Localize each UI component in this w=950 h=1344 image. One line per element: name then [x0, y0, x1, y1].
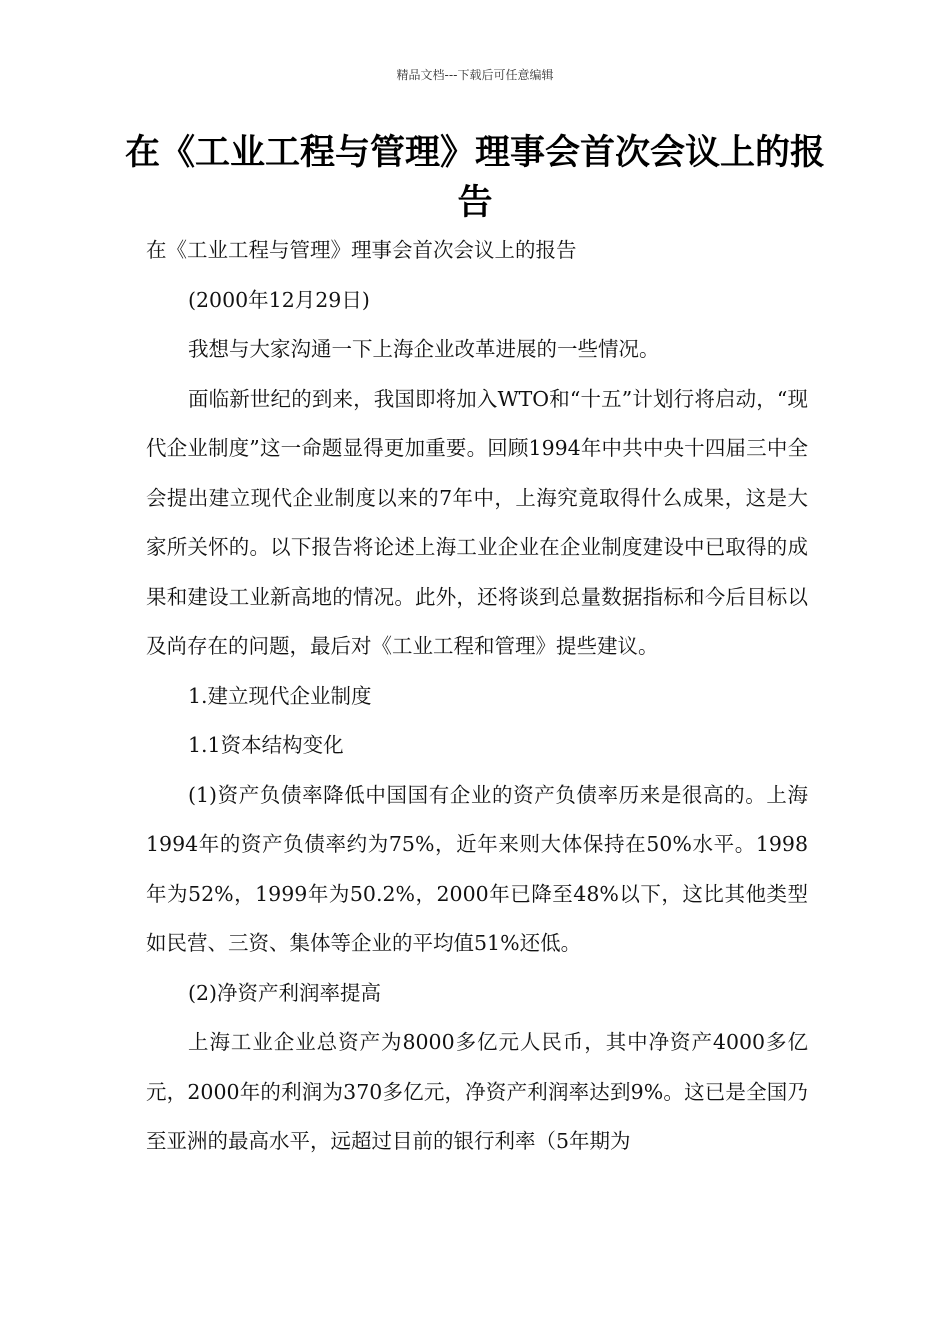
paragraph-profit: 上海工业企业总资产为8000多亿元人民币，其中净资产4000多亿元，2000年的利润为370多亿元，净资产利润率达到9%。这已是全国乃至亚洲的最高水平，远超过目前的银行利率（5年期为	[146, 1030, 808, 1153]
document-title: 在《工业工程与管理》理事会首次会议上的报告	[124, 133, 825, 223]
paragraph-background: 面临新世纪的到来，我国即将加入WTO和“十五”计划行将启动，“现代企业制度”这一命题显得更加重要。回顾1994年中共中央十四届三中全会提出建立现代企业制度以来的7年中，上海究竟取得什么成果，这是大家所关怀的。以下报告将论述上海工业企业在企业制度建设中已取得的成果和建设工业新高地的情况。此外，还将谈到总量数据指标和今后目标以及尚存在的问题，最后对《工业工程和管理》提些建议。	[146, 386, 808, 658]
section-heading-1: 1.建立现代企业制度	[188, 683, 372, 708]
section-heading-profit: (2)净资产利润率提高	[188, 980, 382, 1005]
paragraph-intro: 我想与大家沟通一下上海企业改革进展的一些情况。	[188, 337, 660, 361]
document-date: (2000年12月29日)	[188, 287, 370, 312]
document-subtitle: 在《工业工程与管理》理事会首次会议上的报告	[146, 238, 577, 262]
paragraph-debt-ratio: (1)资产负债率降低中国国有企业的资产负债率历来是很高的。上海1994年的资产负债率约为75%，近年来则大体保持在50%水平。1998年为52%，1999年为50.2%，2000年已降至48%以下，这比其他类型如民营、三资、集体等企业的平均值51%还低。	[146, 782, 808, 955]
page-header-note: 精品文档---下载后可任意编辑	[396, 68, 554, 82]
document-body	[146, 226, 808, 1167]
section-heading-1-1: 1.1资本结构变化	[188, 733, 344, 757]
